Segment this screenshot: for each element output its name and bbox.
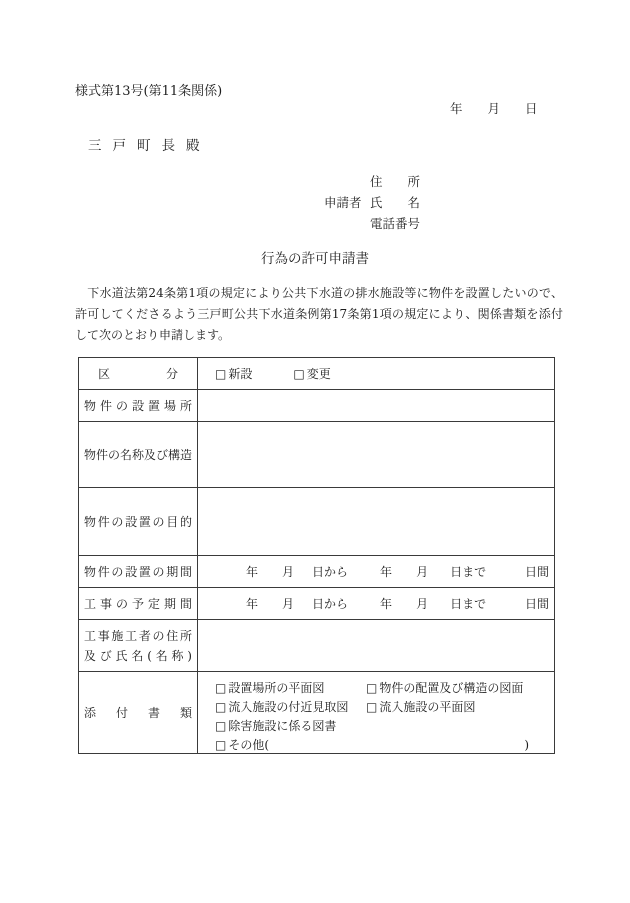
date-line: 年 月 日 bbox=[450, 101, 538, 116]
name-structure-label-cell bbox=[79, 422, 198, 487]
install-period-label-cell bbox=[79, 556, 198, 587]
applicant-address-label: 住 所 bbox=[370, 174, 421, 189]
table-row-contractor bbox=[79, 619, 554, 671]
checkbox-icon: □ bbox=[215, 700, 227, 714]
option-label-henkou: 変更 bbox=[306, 367, 331, 381]
applicant-label-spacer bbox=[324, 213, 370, 234]
checkbox-icon: □ bbox=[366, 700, 378, 714]
checkbox-option-henkou[interactable] bbox=[293, 365, 330, 382]
attachment-label: 流入施設の付近見取図 bbox=[228, 700, 349, 714]
table-row-category bbox=[79, 358, 554, 389]
contractor-label-line2: 及び氏名(名称) bbox=[84, 648, 192, 663]
addressee: 三戸町長殿 bbox=[88, 138, 211, 154]
checkbox-icon: □ bbox=[366, 681, 378, 695]
purpose-label: 物件の設置の目的 bbox=[84, 514, 192, 529]
checkbox-icon: □ bbox=[215, 738, 227, 752]
checkbox-icon: □ bbox=[215, 366, 227, 381]
location-label-cell bbox=[79, 390, 198, 421]
category-value-cell bbox=[198, 358, 554, 389]
applicant-phone-label: 電話番号 bbox=[370, 216, 421, 231]
install-period-label: 物件の設置の期間 bbox=[84, 564, 192, 579]
attachment-label: 物件の配置及び構造の図面 bbox=[379, 681, 524, 695]
checkbox-icon: □ bbox=[293, 366, 305, 381]
month-label: 月 bbox=[416, 565, 429, 579]
contractor-label-cell bbox=[79, 620, 198, 671]
checkbox-other[interactable] bbox=[215, 736, 269, 755]
checkbox-removal-facility-documents[interactable] bbox=[215, 717, 366, 736]
checkbox-icon: □ bbox=[215, 681, 227, 695]
checkbox-layout-structure-drawing[interactable] bbox=[366, 679, 554, 698]
table-row-name-structure bbox=[79, 421, 554, 487]
checkbox-inflow-vicinity-map[interactable] bbox=[215, 698, 366, 717]
name-structure-label: 物件の名称及び構造 bbox=[84, 447, 193, 462]
attachment-label: 流入施設の平面図 bbox=[379, 700, 476, 714]
attachment-label: 除害施設に係る図書 bbox=[228, 719, 337, 733]
checkbox-site-plan[interactable] bbox=[215, 679, 366, 698]
table-row-attachments bbox=[79, 671, 554, 753]
month-label: 月 bbox=[416, 597, 429, 611]
other-label: その他( bbox=[228, 738, 270, 752]
attachment-label: 設置場所の平面図 bbox=[228, 681, 325, 695]
attachments-other-line bbox=[215, 736, 529, 755]
applicant-name-label: 氏 名 bbox=[370, 195, 421, 210]
applicant-label-spacer bbox=[324, 171, 370, 192]
day-from-label: 日から bbox=[312, 565, 349, 579]
attachments-grid bbox=[215, 679, 554, 736]
grid-spacer bbox=[366, 717, 554, 736]
checkbox-inflow-plan[interactable] bbox=[366, 698, 554, 717]
day-until-label: 日まで bbox=[450, 565, 487, 579]
form-number: 様式第13号(第11条関係) bbox=[75, 84, 223, 99]
construction-period-label-cell bbox=[79, 588, 198, 619]
construction-period-label: 工事の予定期間 bbox=[84, 596, 192, 611]
year-label: 年 bbox=[380, 565, 393, 579]
checkbox-icon: □ bbox=[215, 719, 227, 733]
days-count-label: 日間 bbox=[524, 597, 549, 611]
category-label: 区分 bbox=[98, 366, 178, 381]
construction-period-fields[interactable] bbox=[198, 588, 554, 619]
location-label: 物件の設置場所 bbox=[84, 398, 192, 413]
other-close-paren: ) bbox=[524, 738, 529, 752]
applicant-address-row bbox=[324, 171, 420, 192]
contractor-input-area[interactable] bbox=[198, 620, 554, 671]
month-label: 月 bbox=[282, 565, 295, 579]
contractor-label-line1: 工事施工者の住所 bbox=[84, 628, 192, 643]
year-label: 年 bbox=[246, 597, 259, 611]
month-label: 月 bbox=[282, 597, 295, 611]
body-paragraph: 下水道法第24条第1項の規定により公共下水道の排水施設等に物件を設置したいので、許可してくださるよう三戸町公共下水道条例第17条第1項の規定により、関係書類を添付して次のとおり申請します。 bbox=[75, 286, 563, 342]
category-label-cell bbox=[79, 358, 198, 389]
install-period-fields[interactable] bbox=[198, 556, 554, 587]
attachments-label-cell bbox=[79, 672, 198, 753]
days-count-label: 日間 bbox=[524, 565, 549, 579]
applicant-label: 申請者 bbox=[324, 195, 362, 210]
table-row-construction-period bbox=[79, 587, 554, 619]
table-row-install-period bbox=[79, 555, 554, 587]
purpose-input-area[interactable] bbox=[198, 488, 554, 555]
table-row-purpose bbox=[79, 487, 554, 555]
checkbox-option-shinsetsu[interactable] bbox=[215, 365, 252, 382]
day-from-label: 日から bbox=[312, 597, 349, 611]
purpose-label-cell bbox=[79, 488, 198, 555]
table-row-location bbox=[79, 389, 554, 421]
year-label: 年 bbox=[380, 597, 393, 611]
attachments-label: 添付書類 bbox=[84, 705, 192, 720]
applicant-name-row bbox=[324, 192, 420, 213]
application-table bbox=[78, 357, 555, 754]
option-label-shinsetsu: 新設 bbox=[228, 367, 253, 381]
applicant-block bbox=[324, 171, 420, 234]
day-until-label: 日まで bbox=[450, 597, 487, 611]
name-structure-input-area[interactable] bbox=[198, 422, 554, 487]
document-title: 行為の許可申請書 bbox=[261, 251, 369, 267]
applicant-phone-row bbox=[324, 213, 420, 234]
location-input-area[interactable] bbox=[198, 390, 554, 421]
attachments-value-cell bbox=[198, 672, 554, 753]
year-label: 年 bbox=[246, 565, 259, 579]
